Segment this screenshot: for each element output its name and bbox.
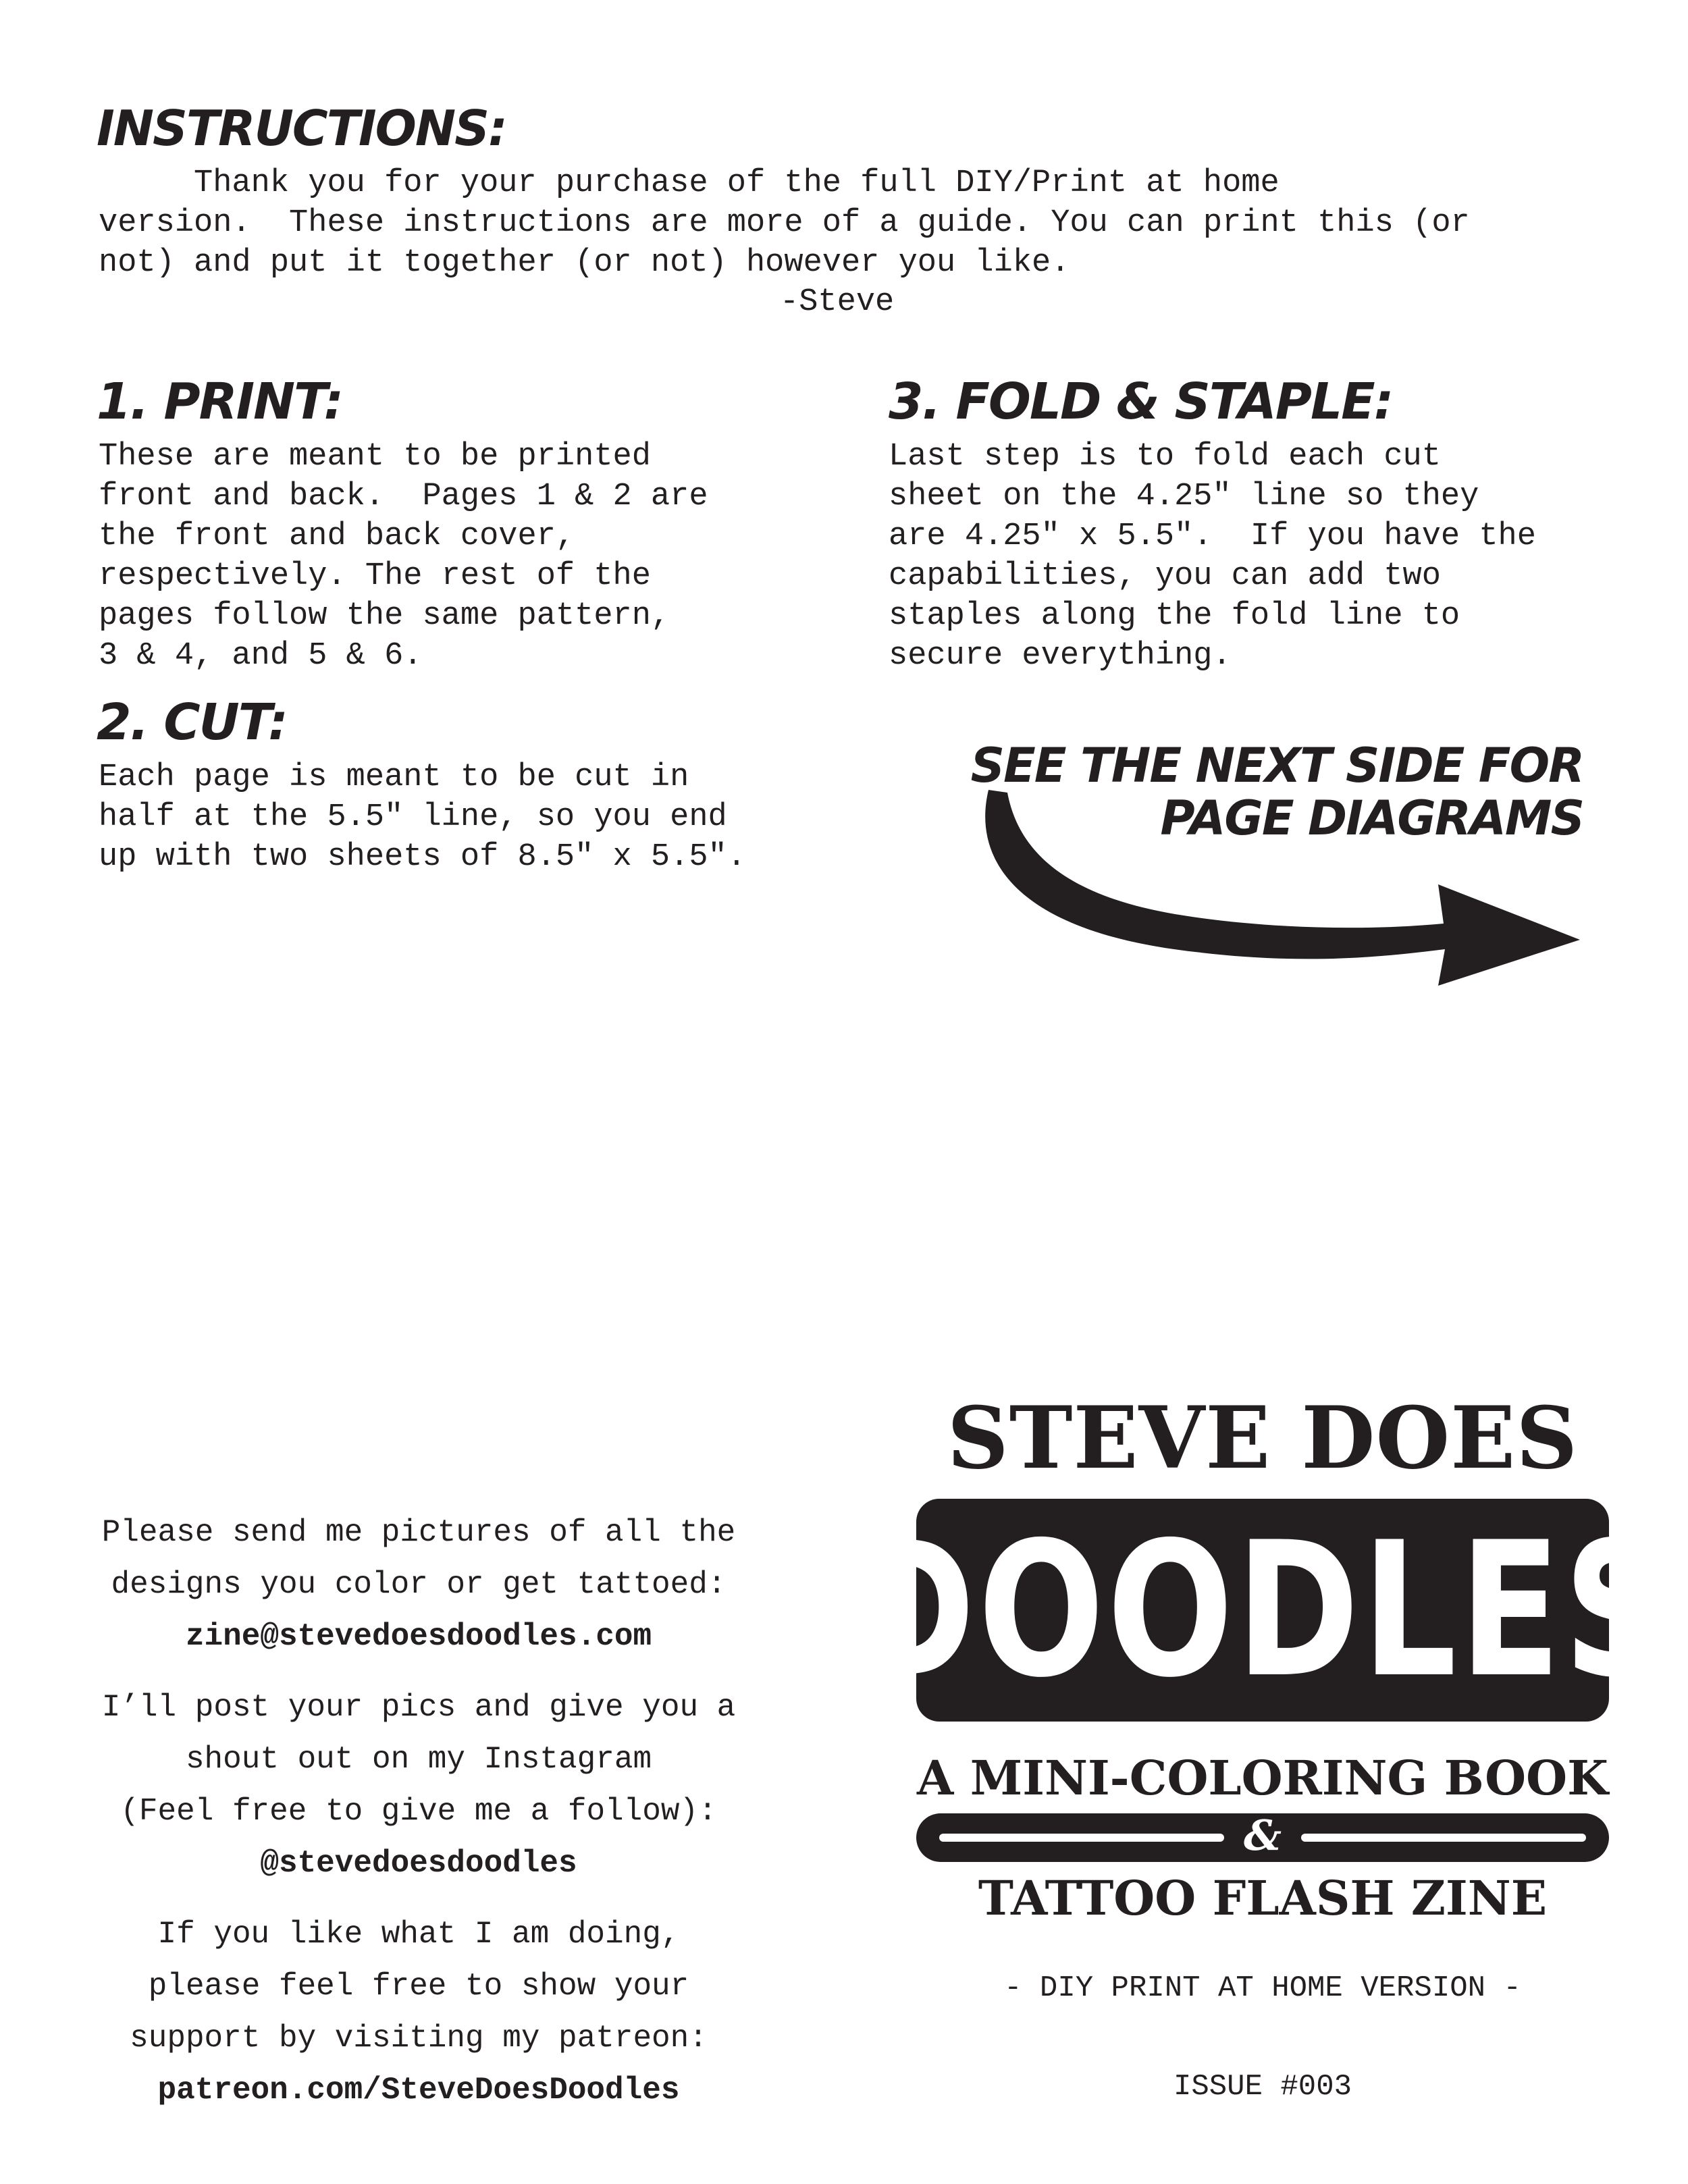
post-text-1: I’ll post your pics and give you a — [101, 1690, 736, 1725]
signature: -Steve — [780, 284, 895, 320]
support-text-1: If you like what I am doing, — [157, 1917, 680, 1952]
curved-arrow-icon — [972, 783, 1593, 999]
intro-paragraph: Thank you for your purchase of the full DIY/Print at home version. These instructions are more of a guide. You can print this (or not) and put it together (or not) however you like. — [99, 165, 1470, 281]
logo-subtitle-2: TATTOO FLASH ZINE — [978, 1870, 1548, 1926]
step-print-heading: 1. PRINT: — [97, 373, 343, 431]
issue-label: ISSUE #003 — [1173, 2070, 1352, 2104]
logo-divider — [916, 1813, 1609, 1862]
next-side-line-2: PAGE DIAGRAMS — [1160, 791, 1583, 846]
cover-logo — [851, 1388, 1674, 2104]
pictures-text-1: Please send me pictures of all the — [101, 1515, 736, 1550]
post-text-3: (Feel free to give me a follow): — [120, 1794, 717, 1829]
instagram-handle[interactable]: @stevedoesdoodles — [260, 1846, 577, 1881]
logo-title-top: STEVE DOES — [947, 1388, 1579, 1488]
support-text-3: support by visiting my patreon: — [130, 2021, 708, 2056]
email-link[interactable]: zine@stevedoesdoodles.com — [185, 1619, 652, 1654]
logo-doodles-box — [851, 1499, 1674, 1722]
step-fold-text: Last step is to fold each cut sheet on the 4.25″ line so they are 4.25″ x 5.5″. If you have the capabilities, you can add two staples along the fold line to secure everything. — [889, 439, 1536, 674]
support-text-2: please feel free to show your — [148, 1969, 689, 2004]
logo-ampersand: & — [1244, 1811, 1282, 1860]
step-cut-text: Each page is meant to be cut in half at the 5.5″ line, so you end up with two sheets of 8.5″ x 5.5″. — [99, 760, 746, 875]
step-cut-heading: 2. CUT: — [97, 693, 287, 751]
patreon-link[interactable]: patreon.com/SteveDoesDoodles — [157, 2073, 680, 2108]
step-fold-heading: 3. FOLD & STAPLE: — [889, 373, 1393, 431]
version-label: - DIY PRINT AT HOME VERSION - — [1004, 1971, 1521, 2005]
pictures-text-2: designs you color or get tattoed: — [111, 1567, 727, 1602]
logo-subtitle-1: A MINI-COLORING BOOK — [917, 1750, 1608, 1806]
logo-title-main: DOODLES — [851, 1502, 1674, 1718]
step-print-text: These are meant to be printed front and back. Pages 1 & 2 are the front and back cover, respectively. The rest of the pages follow the same pattern, 3 & 4, and 5 & 6. — [99, 439, 708, 674]
instructions-heading: INSTRUCTIONS: — [97, 100, 506, 157]
next-side-line-1: SEE THE NEXT SIDE FOR — [970, 738, 1583, 793]
contact-block — [68, 1507, 770, 2116]
post-text-2: shout out on my Instagram — [185, 1742, 652, 1777]
